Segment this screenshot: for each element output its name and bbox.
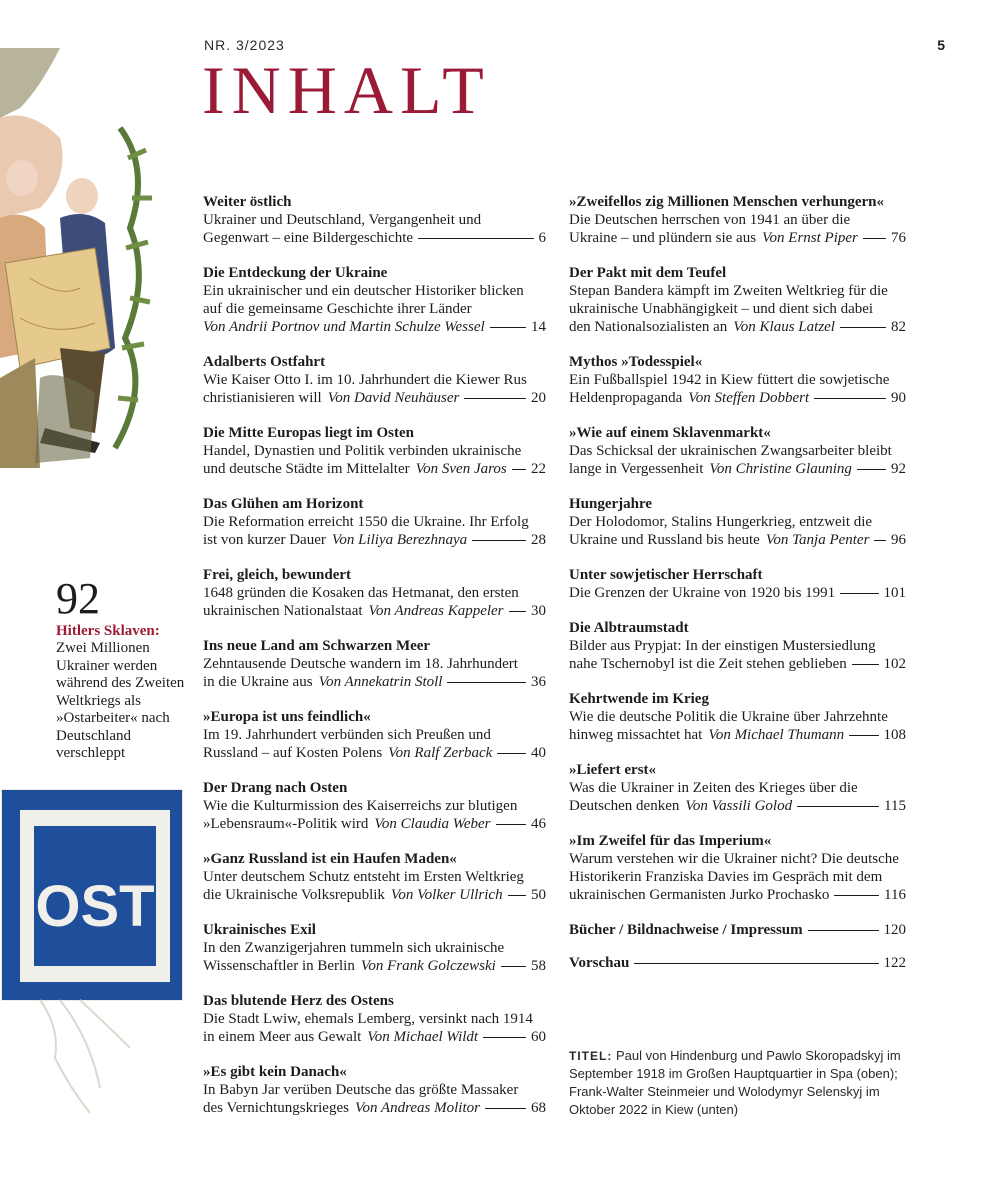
toc-entry[interactable]: [569, 193, 906, 247]
toc-right-column: [569, 193, 906, 987]
toc-entry-page: 60: [531, 1029, 546, 1045]
toc-entry[interactable]: [203, 1063, 546, 1117]
toc-entry[interactable]: [203, 992, 546, 1046]
toc-entry-author: Von Michael Wildt: [367, 1029, 479, 1045]
caption-label: TITEL:: [569, 1049, 613, 1063]
toc-entry-description-end: und deutsche Städte im Mittelalter: [203, 461, 410, 477]
toc-entry-description: Unter deutschem Schutz entsteht im Ersten Weltkrieg: [203, 869, 524, 885]
toc-entry-description-end: in die Ukraine aus: [203, 674, 313, 690]
toc-entry-description-end: »Lebensraum«-Politik wird: [203, 816, 369, 832]
issue-number: NR. 3/2023: [204, 37, 285, 53]
toc-entry-author: Von Andreas Kappeler: [368, 603, 504, 619]
leader-line: [808, 930, 879, 931]
leader-line: [840, 593, 878, 594]
toc-entry-description: Der Holodomor, Stalins Hungerkrieg, entzweit die: [569, 514, 873, 530]
toc-entry-description: Ein Fußballspiel 1942 in Kiew füttert die sowjetische: [569, 372, 890, 388]
toc-entry[interactable]: [203, 779, 546, 833]
toc-entry-author: Von Claudia Weber: [374, 816, 491, 832]
leader-line: [509, 611, 526, 612]
leader-line: [490, 327, 526, 328]
toc-entry-description: Stepan Bandera kämpft im Zweiten Weltkrieg für die ukrainische Unabhängigkeit – und dient sich dabei: [569, 283, 888, 317]
toc-entry[interactable]: [569, 690, 906, 744]
leader-line: [814, 398, 886, 399]
toc-entry-description-end: Ukraine und Russland bis heute: [569, 532, 760, 548]
toc-entry-title: Hungerjahre: [569, 496, 653, 512]
toc-entry-page: 82: [891, 319, 906, 335]
toc-entry[interactable]: [203, 708, 546, 762]
leader-line: [472, 540, 526, 541]
toc-entry-author: Von Sven Jaros: [415, 461, 507, 477]
toc-entry-author: Von Ernst Piper: [762, 230, 858, 246]
toc-entry-description: Die Stadt Lwiw, ehemals Lemberg, versinkt nach 1914: [203, 1011, 533, 1027]
toc-entry-title: »Wie auf einem Sklavenmarkt«: [569, 425, 771, 441]
toc-entry-description: In Babyn Jar verüben Deutsche das größte Massaker: [203, 1082, 519, 1098]
toc-entry-page: 6: [538, 230, 546, 246]
toc-entry[interactable]: [203, 850, 546, 904]
toc-entry-description-end: Russland – auf Kosten Polens: [203, 745, 383, 761]
toc-entry-title: Das blutende Herz des Ostens: [203, 993, 394, 1009]
toc-entry-description: Bilder aus Prypjat: In der einstigen Mustersiedlung: [569, 638, 876, 654]
toc-entry-title: »Zweifellos zig Millionen Menschen verhungern«: [569, 194, 884, 210]
teaser-page-number: 92: [56, 574, 100, 623]
toc-entry-page: 115: [884, 798, 906, 814]
toc-entry-author: Von Michael Thumann: [708, 727, 845, 743]
toc-entry-description: Was die Ukrainer in Zeiten des Krieges über die: [569, 780, 858, 796]
toc-entry-description-end: christianisieren will: [203, 390, 322, 406]
toc-entry-page: 20: [531, 390, 546, 406]
toc-entry-description: Die Reformation erreicht 1550 die Ukraine. Ihr Erfolg: [203, 514, 529, 530]
toc-entry[interactable]: [203, 495, 546, 549]
toc-entry-description-end: des Vernichtungskrieges: [203, 1100, 349, 1116]
leader-line: [508, 895, 526, 896]
toc-entry-title: Die Entdeckung der Ukraine: [203, 265, 388, 281]
toc-entry-author: Von Frank Golczewski: [360, 958, 496, 974]
toc-entry[interactable]: [203, 193, 546, 247]
toc-entry-description-end: ukrainischen Nationalstaat: [203, 603, 363, 619]
toc-entry-description: Wie die deutsche Politik die Ukraine über Jahrzehnte: [569, 709, 888, 725]
toc-entry-page: 22: [531, 461, 546, 477]
toc-entry-author: Von Christine Glauning: [709, 461, 852, 477]
toc-entry-page: 14: [531, 319, 546, 335]
toc-entry[interactable]: [569, 761, 906, 815]
toc-entry-page: 116: [884, 887, 906, 903]
toc-entry-description: Zehntausende Deutsche wandern im 18. Jahrhundert: [203, 656, 518, 672]
page-title: INHALT: [202, 52, 491, 128]
toc-entry-author: Von Andreas Molitor: [354, 1100, 480, 1116]
toc-entry-title: »Ganz Russland ist ein Haufen Maden«: [203, 851, 457, 867]
toc-entry-description-end: die Ukrainische Volksrepublik: [203, 887, 385, 903]
leader-line: [483, 1037, 526, 1038]
toc-entry-description-end: Heldenpropaganda: [569, 390, 683, 406]
toc-entry-description-end: Gegenwart – eine Bildergeschichte: [203, 230, 414, 246]
leader-line: [849, 735, 878, 736]
toc-entry-author: Von Tanja Penter: [765, 532, 870, 548]
toc-entry-description-end: Ukraine – und plündern sie aus: [569, 230, 757, 246]
toc-entry-author: Von Ralf Zerback: [388, 745, 493, 761]
toc-entry-page: 28: [531, 532, 546, 548]
toc-entry-page: 90: [891, 390, 906, 406]
toc-entry-description: Wie die Kulturmission des Kaiserreichs zur blutigen: [203, 798, 518, 814]
toc-entry-description: Die Deutschen herrschen von 1941 an über die: [569, 212, 851, 228]
leader-line: [863, 238, 886, 239]
toc-entry-page: 122: [883, 955, 906, 971]
historical-painting-image: [0, 48, 165, 468]
toc-entry-title: Der Pakt mit dem Teufel: [569, 265, 727, 281]
toc-entry-title: »Es gibt kein Danach«: [203, 1064, 347, 1080]
toc-entry-description-end: in einem Meer aus Gewalt: [203, 1029, 362, 1045]
toc-entry-title: Mythos »Todesspiel«: [569, 354, 703, 370]
toc-entry-page: 76: [891, 230, 906, 246]
toc-entry-title: Die Mitte Europas liegt im Osten: [203, 425, 414, 441]
toc-entry-page: 102: [883, 656, 906, 672]
toc-entry-description-end: ist von kurzer Dauer: [203, 532, 326, 548]
leader-line: [418, 238, 533, 239]
toc-entry-description: Ukrainer und Deutschland, Vergangenheit und: [203, 212, 482, 228]
toc-entry-title: Adalberts Ostfahrt: [203, 354, 326, 370]
leader-line: [857, 469, 886, 470]
teaser-headline: Hitlers Sklaven:: [56, 623, 160, 639]
toc-entry[interactable]: [203, 921, 546, 975]
toc-entry-author: Von David Neuhäuser: [327, 390, 460, 406]
toc-entry-description: Ein ukrainischer und ein deutscher Historiker blicken auf die gemeinsame Geschichte ihrer Länder: [203, 283, 524, 317]
leader-line: [874, 540, 886, 541]
toc-entry-page: 36: [531, 674, 546, 690]
toc-entry-page: 101: [883, 585, 906, 601]
toc-entry-description-end: nahe Tschernobyl ist die Zeit stehen geblieben: [569, 656, 847, 672]
toc-entry-description: Wie Kaiser Otto I. im 10. Jahrhundert die Kiewer Rus: [203, 372, 527, 388]
toc-entry[interactable]: [203, 353, 546, 407]
toc-entry-title: Ukrainisches Exil: [203, 922, 316, 938]
toc-entry-author: Von Klaus Latzel: [733, 319, 835, 335]
toc-entry-description: 1648 gründen die Kosaken das Hetmanat, den ersten: [203, 585, 519, 601]
leader-line: [501, 966, 526, 967]
toc-entry-page: 40: [531, 745, 546, 761]
leader-line: [485, 1108, 526, 1109]
toc-entry-description-end: lange in Vergessenheit: [569, 461, 704, 477]
toc-entry[interactable]: [569, 619, 906, 673]
toc-entry-title: Die Albtraumstadt: [569, 620, 689, 636]
toc-entry[interactable]: [569, 921, 906, 939]
toc-entry-author: Von Steffen Dobbert: [688, 390, 810, 406]
toc-entry-description-end: Wissenschaftler in Berlin: [203, 958, 355, 974]
toc-entry-title: Unter sowjetischer Herrschaft: [569, 567, 763, 583]
toc-entry-description: Handel, Dynastien und Politik verbinden ukrainische: [203, 443, 522, 459]
toc-entry-title: Das Glühen am Horizont: [203, 496, 364, 512]
toc-entry[interactable]: [569, 264, 906, 336]
toc-entry[interactable]: [569, 954, 906, 972]
caption-text: Paul von Hindenburg und Pawlo Skoropadskyj im September 1918 im Großen Hauptquartier in Spa (oben); Frank-Walter Steinmeier und Wolodymyr Selenskyj im Oktober 2022 in Kiew (unten): [569, 1048, 901, 1117]
toc-entry-author: Von Volker Ullrich: [390, 887, 503, 903]
toc-entry[interactable]: [203, 424, 546, 478]
page-number: 5: [937, 37, 945, 53]
leader-line: [447, 682, 526, 683]
toc-entry-description: Warum verstehen wir die Ukrainer nicht? Die deutsche Historikerin Franziska Davies im Gespräch mit dem: [569, 851, 899, 885]
leader-line: [496, 824, 526, 825]
leader-line: [840, 327, 886, 328]
toc-entry-title: Kehrtwende im Krieg: [569, 691, 709, 707]
toc-entry-author: Von Annekatrin Stoll: [318, 674, 443, 690]
toc-entry-title: Vorschau: [569, 955, 630, 971]
toc-entry-author: Von Andrii Portnov und Martin Schulze Wessel: [203, 319, 485, 335]
toc-entry-description-end: ukrainischen Germanisten Jurko Prochasko: [569, 887, 830, 903]
toc-entry-page: 58: [531, 958, 546, 974]
toc-entry-page: 68: [531, 1100, 546, 1116]
leader-line: [852, 664, 879, 665]
toc-entry-title: Ins neue Land am Schwarzen Meer: [203, 638, 431, 654]
toc-entry-author: Von Vassili Golod: [685, 798, 793, 814]
toc-entry-page: 120: [883, 922, 906, 938]
cover-caption: [569, 1047, 909, 1119]
toc-entry-title: »Im Zweifel für das Imperium«: [569, 833, 772, 849]
toc-entry-description: Das Schicksal der ukrainischen Zwangsarbeiter bleibt: [569, 443, 892, 459]
toc-entry-page: 50: [531, 887, 546, 903]
toc-entry[interactable]: [569, 832, 906, 904]
toc-entry[interactable]: [569, 495, 906, 549]
toc-entry-title: »Liefert erst«: [569, 762, 657, 778]
leader-line: [797, 806, 879, 807]
toc-entry-description-end: Deutschen denken: [569, 798, 680, 814]
toc-entry[interactable]: [203, 637, 546, 691]
leader-line: [634, 963, 878, 964]
toc-entry[interactable]: [569, 353, 906, 407]
leader-line: [834, 895, 879, 896]
teaser-text: Zwei Millionen Ukrainer werden während des Zweiten Weltkriegs als »Ostarbeiter« nach Deutschland verschleppt: [56, 640, 185, 761]
toc-entry-page: 108: [883, 727, 906, 743]
toc-entry-description: Im 19. Jahrhundert verbünden sich Preußen und: [203, 727, 491, 743]
toc-entry-description-end: den Nationalsozialisten an: [569, 319, 728, 335]
toc-entry-page: 96: [891, 532, 906, 548]
toc-entry[interactable]: [569, 424, 906, 478]
toc-entry-title: »Europa ist uns feindlich«: [203, 709, 371, 725]
toc-entry-title: Bücher / Bildnachweise / Impressum: [569, 922, 803, 938]
toc-entry-page: 30: [531, 603, 546, 619]
leader-line: [497, 753, 526, 754]
toc-entry[interactable]: [569, 566, 906, 602]
toc-entry[interactable]: [203, 264, 546, 336]
badge-text: OST: [35, 874, 155, 939]
teaser-box: [56, 574, 196, 763]
toc-entry[interactable]: [203, 566, 546, 620]
toc-entry-page: 46: [531, 816, 546, 832]
toc-entry-page: 92: [891, 461, 906, 477]
toc-entry-description-end: Die Grenzen der Ukraine von 1920 bis 1991: [569, 585, 836, 601]
leader-line: [464, 398, 526, 399]
ost-badge-image: [0, 788, 185, 1118]
toc-entry-title: Frei, gleich, bewundert: [203, 567, 352, 583]
toc-entry-title: Der Drang nach Osten: [203, 780, 348, 796]
toc-left-column: [203, 193, 546, 1134]
toc-entry-title: Weiter östlich: [203, 194, 292, 210]
toc-entry-description-end: hinweg missachtet hat: [569, 727, 703, 743]
toc-entry-description: In den Zwanzigerjahren tummeln sich ukrainische: [203, 940, 505, 956]
leader-line: [512, 469, 526, 470]
toc-entry-author: Von Liliya Berezhnaya: [331, 532, 468, 548]
